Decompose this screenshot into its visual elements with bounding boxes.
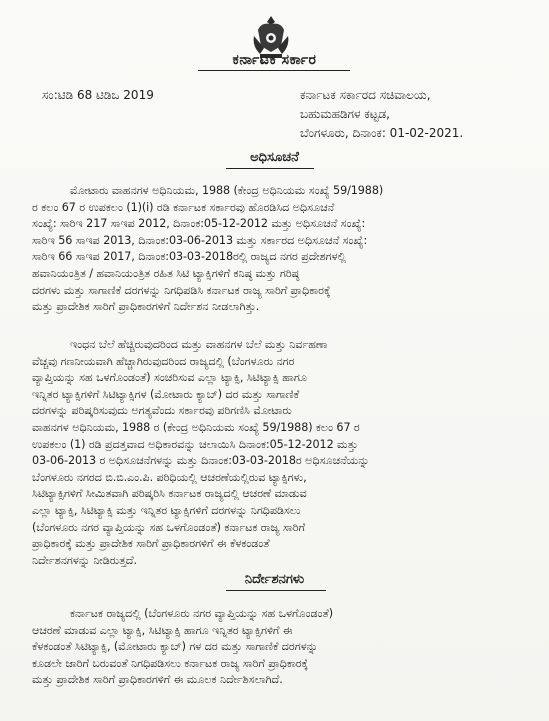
text-line: ದರಗಳನ್ನು ಪರಿಷ್ಕರಿಸುವುದು ಅಗತ್ಯವೆಂದು ಸರ್ಕಾರವು ಪರಿಗಣಿಸಿ ಮೋಟಾರು — [32, 404, 292, 418]
text-line: ಮತ್ತು ಪ್ರಾದೇಶಿಕ ಸಾರಿಗೆ ಪ್ರಾಧಿಕಾರಗಳಿಗೆ ನಿರ್ದೇಶನ ನೀಡಲಾಗಿತ್ತು. — [32, 300, 260, 314]
issuing-office-address — [300, 86, 463, 143]
address-line: ಕರ್ನಾಟಕ ಸರ್ಕಾರದ ಸಚಿವಾಲಯ, — [300, 88, 431, 102]
text-line: ಕೆಳಕಂಡಂತೆ ಸಿಟಿಟ್ಯಾಕ್ಸಿ, (ಮೋಟಾರು ಕ್ಯಾಬ್) ಗಳ ದರ ಮತ್ತು ಸಾಗಾಣಿಕೆ ದರಗಳನ್ನು — [32, 640, 318, 654]
text-line: ವ್ಯಾಪ್ತಿಯನ್ನು ಸಹ ಒಳಗೊಂಡಂತೆ) ಸಂಚರಿಸುವ ಎಲ್ಲಾ ಟ್ಯಾಕ್ಸಿ, ಸಿಟಿಟ್ಯಾಕ್ಸಿ ಹಾಗೂ — [32, 371, 307, 385]
address-line: ಬಹುಮಹಡಿಗಳ ಕಟ್ಟಡ, — [300, 107, 390, 121]
title-underline — [198, 70, 350, 71]
text-line: ಮತ್ತು ಪ್ರಾದೇಶಿಕ ಸಾರಿಗೆ ಪ್ರಾಧಿಕಾರಗಳಿಗೆ ಈ ಮೂಲಕ ನಿರ್ದೇಶಿಸಲಾಗಿದೆ. — [32, 673, 283, 687]
text-line: ದರಗಳು ಮತ್ತು ಸಾಗಾಣಿಕೆ ದರಗಳನ್ನು ನಿಗಧಿಪಡಿಸಿ ಕರ್ನಾಟಕ ರಾಜ್ಯ ಸಾರಿಗೆ ಪ್ರಾಧಿಕಾರಕ್ಕೆ — [32, 283, 331, 297]
text-line: ಇಂಧನ ಬೆಲೆ ಹೆಚ್ಚಿರುವುದರಿಂದ ಮತ್ತು ವಾಹನಗಳ ಬೆಲೆ ಮತ್ತು ನಿರ್ವಹಣಾ — [70, 338, 328, 351]
text-line: 03-06-2013 ರ ಅಧಿಸೂಚನೆಗಳನ್ನು ಮತ್ತು ದಿನಾಂಕ:03-03-2018ರ ಅಧಿಸೂಚನೆಯನ್ನು — [32, 454, 370, 468]
text-line: ವಾಹನಗಳ ಅಧಿನಿಯಮ, 1988 ರ (ಕೇಂದ್ರ ಅಧಿನಿಯಮ ಸಂಖ್ಯೆ 59/1988) ಕಲಂ 67 ರ — [32, 420, 360, 434]
text-line: ಆಚರಣೆ ಮಾಡುವ ಎಲ್ಲಾ ಟ್ಯಾಕ್ಸಿ, ಸಿಟಿಟ್ಯಾಕ್ಸಿ ಹಾಗೂ ಇನ್ನಿತರ ಟ್ಯಾಕ್ಸಿಗಳಿಗೆ ಈ — [32, 623, 293, 637]
text-line: ಇನ್ನಿತರ ಟ್ಯಾಕ್ಸಿಗಳಿಗೆ ಸಿಟಿಟ್ಯಾಕ್ಸಿಗಳ (ಮೋಟಾರು ಕ್ಯಾಬ್) ದರ ಮತ್ತು ಸಾಗಾಣಿಕೆ — [32, 387, 300, 401]
notification-heading-underline — [226, 168, 314, 169]
text-line: ಕರ್ನಾಟಕ ರಾಜ್ಯದಲ್ಲಿ (ಬೆಂಗಳೂರು ನಗರ ವ್ಯಾಪ್ತಿಯನ್ನು ಸಹ ಒಳಗೊಂಡಂತೆ) — [70, 607, 334, 620]
order-number: ಸಂ:ಟಿಡಿ 68 ಟಿಡಿಒ 2019 — [42, 88, 154, 102]
text-line: ಬೆಂಗಳೂರು ನಗರದ ಬಿ.ಬಿ.ಎಂ.ಪಿ. ಪರಿಧಿಯಲ್ಲಿ ಆಚರಣೆಯಲ್ಲಿರುವ ಟ್ಯಾಕ್ಸಿಗಳು, — [32, 470, 307, 484]
directions-paragraph — [32, 606, 518, 689]
notification-heading: ಅಧಿಸೂಚನೆ — [250, 150, 299, 165]
text-line: ಕೂಡಲೇ ಜಾರಿಗೆ ಬರುವಂತೆ ನಿಗಧಿಪಡಿಸಲು ಕರ್ನಾಟಕ ರಾಜ್ಯ ಸಾರಿಗೆ ಪ್ರಾಧಿಕಾರಕ್ಕೆ — [32, 656, 309, 670]
text-line: ಮೋಟಾರು ವಾಹನಗಳ ಅಧಿನಿಯಮ, 1988 (ಕೇಂದ್ರ ಅಧಿನಿಯಮ ಸಂಖ್ಯೆ 59/1988) — [70, 184, 384, 197]
text-line: ಹವಾನಿಯಂತ್ರಿತ / ಹವಾನಿಯಂತ್ರಿತ ರಹಿತ ಸಿಟಿ ಟ್ಯಾಕ್ಸಿಗಳಿಗೆ ಕನಿಷ್ಠ ಮತ್ತು ಗರಿಷ್ಠ — [32, 266, 300, 280]
text-line: ಎಲ್ಲಾ ಟ್ಯಾಕ್ಸಿ, ಸಿಟಿಟ್ಯಾಕ್ಸಿ ಮತ್ತು ಇನ್ನಿತರ ಟ್ಯಾಕ್ಸಿಗಳಿಗೆ ದರಗಳನ್ನು ನಿಗಧಿಪಡಿಸಲು — [32, 503, 301, 517]
text-line: ನಿರ್ದೇಶನಗಳನ್ನು ನೀಡಿರುತ್ತದೆ. — [32, 553, 137, 567]
text-line: ಪ್ರಾಧಿಕಾರಕ್ಕೆ ಮತ್ತು ಪ್ರಾದೇಶಿಕ ಸಾರಿಗೆ ಪ್ರಾಧಿಕಾರಗಳಿಗೆ ಈ ಕೆಳಕಂಡಂತೆ — [32, 537, 270, 551]
text-line: ಸಿಟಿಟ್ಯಾಕ್ಸಿಗಳಿಗೆ ಸೀಮಿತವಾಗಿ ಪರಿಷ್ಕರಿಸಿ ಕರ್ನಾಟಕ ರಾಜ್ಯದಲ್ಲಿ ಆಚರಣೆ ಮಾಡುವ — [32, 487, 307, 501]
notification-paragraph-1 — [32, 183, 518, 316]
government-title: ಕರ್ನಾಟಕ ಸರ್ಕಾರ — [232, 52, 317, 68]
text-line: (ಬೆಂಗಳೂರು ನಗರ ವ್ಯಾಪ್ತಿಯನ್ನು ಸಹ ಒಳಗೊಂಡಂತೆ) ಕರ್ನಾಟಕ ರಾಜ್ಯ ಸಾರಿಗೆ — [32, 520, 305, 534]
notification-paragraph-2 — [32, 337, 518, 569]
directions-heading-underline — [226, 590, 326, 591]
text-line: ವೆಚ್ಚವು ಗಣನೀಯವಾಗಿ ಹೆಚ್ಚಾಗಿರುವುದರಿಂದ ರಾಜ್ಯದಲ್ಲಿ (ಬೆಂಗಳೂರು ನಗರ — [32, 354, 295, 368]
text-line: ಸಂಖ್ಯೆ: ಸಾರಿಇ 217 ಸಾಇಪ 2012, ದಿನಾಂಕ:05-12-2012 ಮತ್ತು ಅಧಿಸೂಚನೆ ಸಂಖ್ಯೆ: — [32, 217, 366, 231]
text-line: ಸಾರಿಇ 66 ಸಾಇಪ 2017, ದಿನಾಂಕ:03-03-2018ರಲ್ಲಿ ರಾಜ್ಯದ ನಗರ ಪ್ರದೇಶಗಳಲ್ಲಿ — [32, 250, 346, 264]
text-line: ಉಪಕಲಂ (1) ರಡಿ ಪ್ರದತ್ತವಾದ ಅಧಿಕಾರವನ್ನು ಚಲಾಯಿಸಿ ದಿನಾಂಕ:05-12-2012 ಮತ್ತು — [32, 437, 358, 451]
text-line: ರ ಕಲಂ 67 ರ ಉಪಕಲಂ (1)(i) ರಡಿ ಕರ್ನಾಟಕ ಸರ್ಕಾರವು ಹೊರಡಿಸಿದ ಅಧಿಸೂಚನೆ — [32, 200, 335, 214]
directions-heading: ನಿರ್ದೇಶನಗಳು — [244, 572, 305, 587]
address-line: ಬೆಂಗಳೂರು, ದಿನಾಂಕ: 01-02-2021. — [300, 126, 464, 140]
text-line: ಸಾರಿಇ 56 ಸಾಇಪ 2013, ದಿನಾಂಕ:03-06-2013 ಮತ್ತು ಸರ್ಕಾರದ ಅಧಿಸೂಚನೆ ಸಂಖ್ಯೆ: — [32, 233, 368, 247]
